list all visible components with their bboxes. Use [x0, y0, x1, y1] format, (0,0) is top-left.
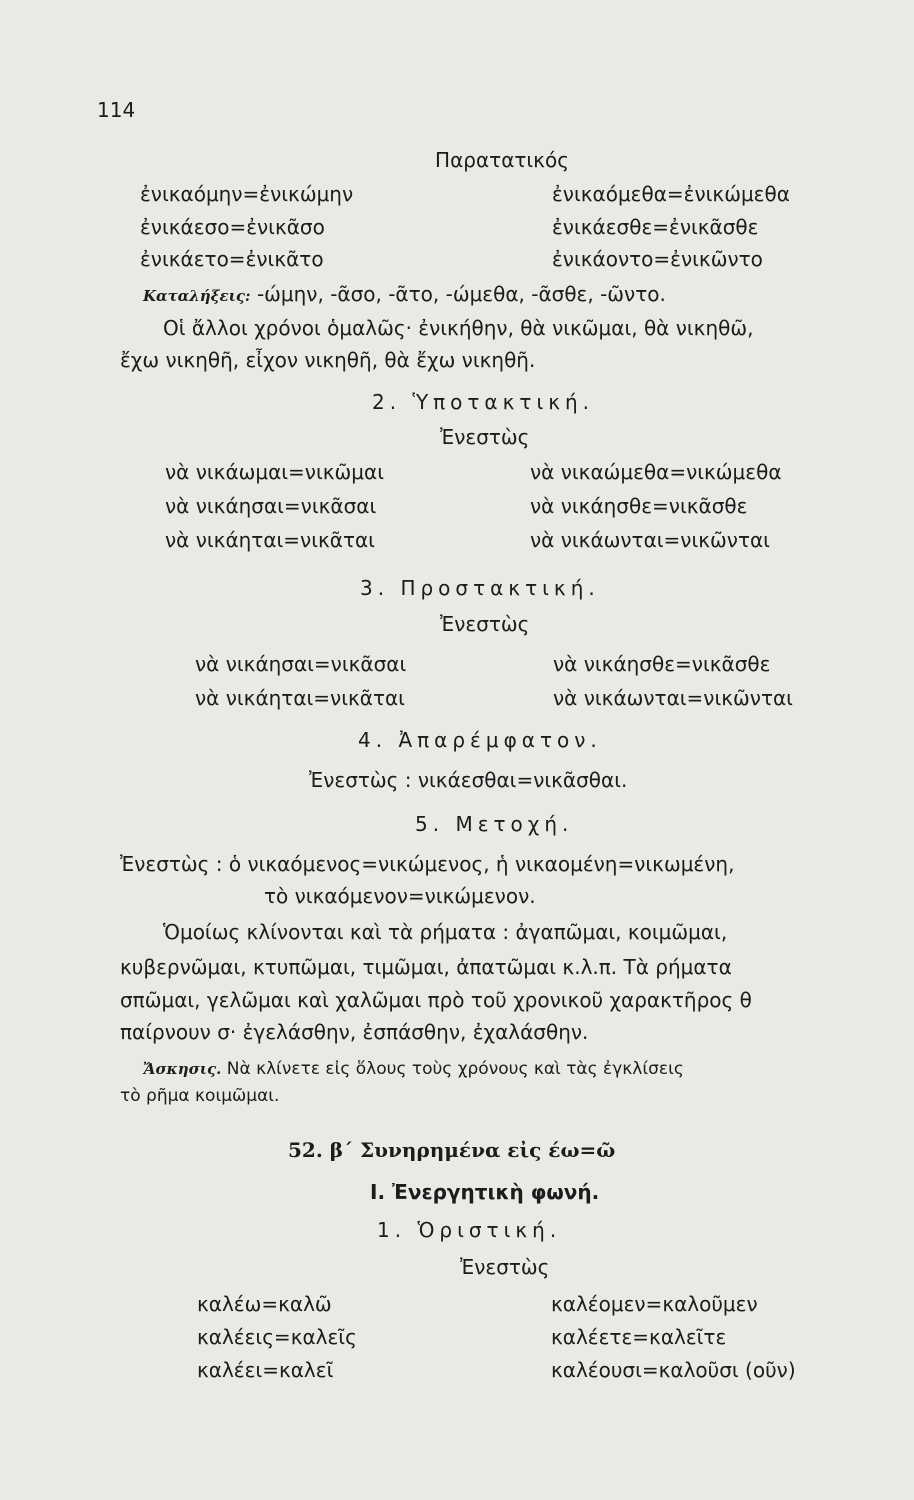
endings-line — [143, 282, 666, 308]
subjunctive-pl3: νὰ νικάωνται=νικῶνται — [530, 528, 770, 552]
section-52-heading: 52. β΄ Συνηρημένα εἰς έω=ῶ — [288, 1138, 616, 1162]
similar-line-3: σπῶμαι, γελῶμαι καὶ χαλῶμαι πρὸ τοῦ χρονικοῦ χαρακτῆρος θ — [120, 988, 752, 1012]
imperative-tense: Ἐνεστὼς — [440, 612, 530, 636]
voice-heading: I. Ἐνεργητικὴ φωνή. — [370, 1180, 600, 1204]
subjunctive-pl2: νὰ νικάησθε=νικᾶσθε — [530, 494, 748, 518]
imperfect-pl3: ἐνικάοντο=ἐνικῶντο — [552, 247, 763, 271]
similar-line-2: κυβερνῶμαι, κτυπῶμαι, τιμῶμαι, ἀπατῶμαι κ.λ.π. Τὰ ρήματα — [120, 955, 732, 979]
subjunctive-sg1: νὰ νικάωμαι=νικῶμαι — [165, 460, 384, 484]
imperfect-sg1: ἐνικαόμην=ἐνικώμην — [140, 182, 354, 206]
other-tenses-line-1: Οἱ ἄλλοι χρόνοι ὁμαλῶς· ἐνικήθην, θὰ νικῶμαι, θὰ νικηθῶ, — [163, 316, 754, 340]
subjunctive-tense: Ἐνεστὼς — [440, 425, 530, 449]
subjunctive-pl1: νὰ νικαώμεθα=νικώμεθα — [530, 460, 782, 484]
indicative-sg3: καλέει=καλεῖ — [197, 1358, 334, 1382]
participle-line-2: τὸ νικαόμενον=νικώμενον. — [264, 884, 536, 908]
imperative-sg2: νὰ νικάησαι=νικᾶσαι — [195, 652, 407, 676]
imperfect-sg2: ἐνικάεσο=ἐνικᾶσο — [140, 215, 325, 239]
exercise-text: Νὰ κλίνετε εἰς ὅλους τοὺς χρόνους καὶ τὰς ἐγκλίσεις — [226, 1059, 684, 1079]
indicative-pl2: καλέετε=καλεῖτε — [551, 1325, 727, 1349]
indicative-tense: Ἐνεστὼς — [460, 1255, 550, 1279]
indicative-pl1: καλέομεν=καλοῦμεν — [551, 1292, 758, 1316]
endings-label: Καταλήξεις: — [143, 287, 251, 305]
subjunctive-sg2: νὰ νικάησαι=νικᾶσαι — [165, 494, 377, 518]
imperfect-pl1: ἐνικαόμεθα=ἐνικώμεθα — [552, 182, 790, 206]
subjunctive-sg3: νὰ νικάηται=νικᾶται — [165, 528, 375, 552]
exercise-line-1 — [143, 1057, 684, 1081]
similar-line-4: παίρνουν σ· ἐγελάσθην, ἐσπάσθην, ἐχαλάσθην. — [120, 1020, 589, 1044]
page-number: 114 — [97, 98, 136, 122]
imperfect-heading: Παρατατικός — [435, 148, 569, 172]
indicative-sg1: καλέω=καλῶ — [197, 1292, 332, 1316]
imperfect-pl2: ἐνικάεσθε=ἐνικᾶσθε — [552, 215, 759, 239]
indicative-title: 1. Ὁριστική. — [377, 1218, 562, 1242]
imperfect-sg3: ἐνικάετο=ἐνικᾶτο — [140, 247, 324, 271]
imperative-pl2: νὰ νικάησθε=νικᾶσθε — [553, 652, 771, 676]
imperative-pl3: νὰ νικάωνται=νικῶνται — [553, 686, 793, 710]
infinitive-line: Ἐνεστὼς : νικάεσθαι=νικᾶσθαι. — [309, 768, 628, 792]
subjunctive-title: 2. Ὑποτακτική. — [372, 390, 595, 414]
endings-text: -ώμην, -ᾶσο, -ᾶτο, -ώμεθα, -ᾶσθε, -ῶντο. — [256, 282, 666, 306]
imperative-title: 3. Προστακτική. — [360, 576, 600, 600]
exercise-label: Ἄσκησις. — [143, 1060, 222, 1078]
participle-line-1: Ἐνεστὼς : ὁ νικαόμενος=νικώμενος, ἡ νικαομένη=νικωμένη, — [120, 852, 735, 876]
indicative-sg2: καλέεις=καλεῖς — [197, 1325, 357, 1349]
infinitive-title: 4. Ἀπαρέμφατον. — [358, 728, 602, 752]
other-tenses-line-2: ἔχω νικηθῆ, εἶχον νικηθῆ, θὰ ἔχω νικηθῆ. — [120, 348, 536, 372]
participle-title: 5. Μετοχή. — [415, 812, 574, 836]
exercise-line-2: τὸ ρῆμα κοιμῶμαι. — [120, 1086, 280, 1106]
imperative-sg3: νὰ νικάηται=νικᾶται — [195, 686, 405, 710]
indicative-pl3: καλέουσι=καλοῦσι (οῦν) — [551, 1358, 796, 1382]
similar-line-1: Ὁμοίως κλίνονται καὶ τὰ ρήματα : ἀγαπῶμαι, κοιμῶμαι, — [163, 920, 728, 944]
